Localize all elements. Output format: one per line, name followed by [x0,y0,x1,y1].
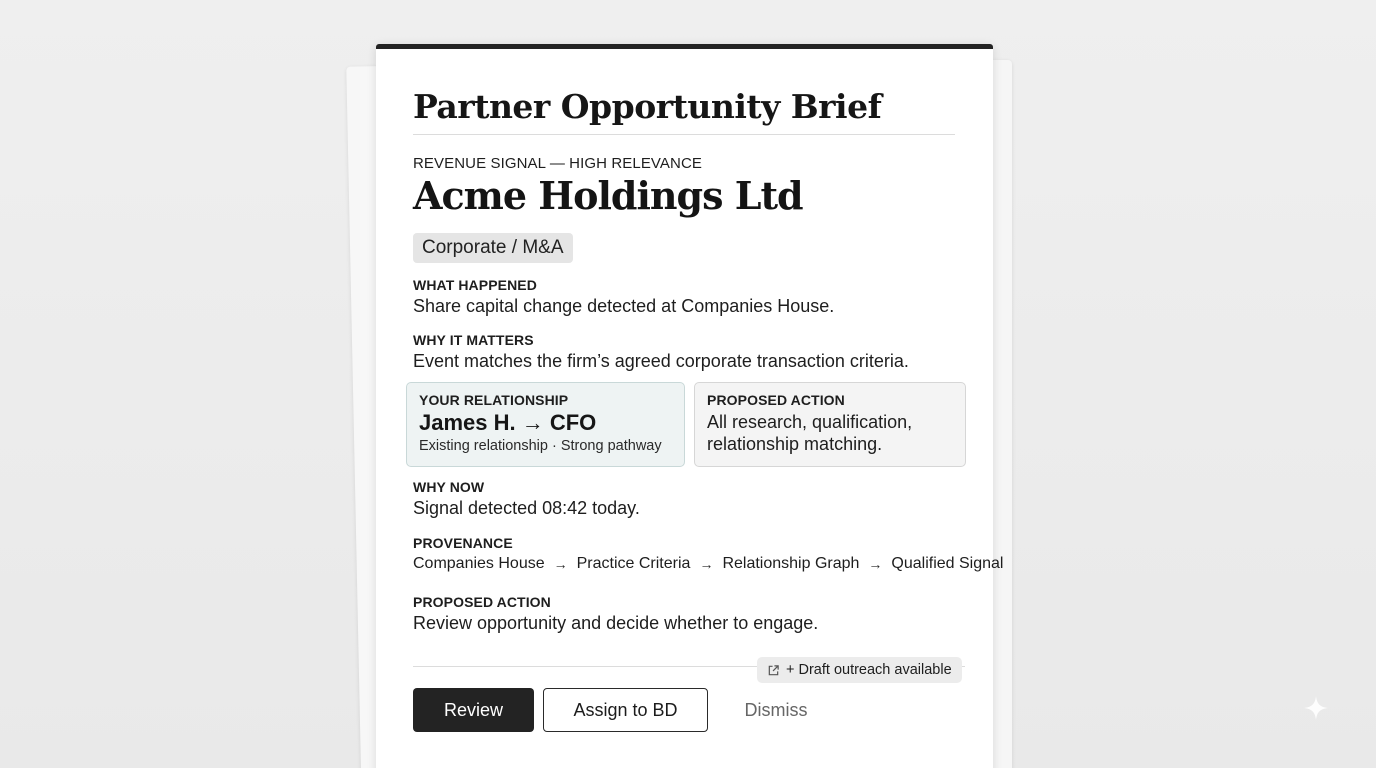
practice-tag: Corporate / M&A [413,233,573,263]
why-now-text: Signal detected 08:42 today. [413,498,640,518]
proposed-action-box [694,382,966,467]
arrow-right-icon: → [699,556,714,572]
sparkle-icon [1302,694,1330,722]
relationship-box [406,382,685,467]
signal-label: REVENUE SIGNAL — HIGH RELEVANCE [413,155,703,172]
arrow-right-icon: → [553,556,568,572]
why-it-matters-text: Event matches the firm’s agreed corporate transaction criteria. [413,351,909,371]
provenance-step: Relationship Graph [722,555,860,572]
relationship-note: Existing relationship · Strong pathway [419,438,662,454]
review-button[interactable]: Review [413,688,534,732]
external-link-icon [767,664,780,677]
provenance-step: Practice Criteria [576,555,691,572]
why-it-matters-label: WHY IT MATTERS [413,332,534,348]
why-now-label: WHY NOW [413,479,485,495]
relationship-name: James H. → CFO [419,410,597,435]
proposed-action-text: Review opportunity and decide whether to engage. [413,613,819,633]
brief-title: Partner Opportunity Brief [413,87,882,126]
arrow-right-icon: → [868,556,883,572]
provenance-step: Companies House [413,555,545,572]
assign-to-bd-button[interactable]: Assign to BD [543,688,708,732]
what-happened-text: Share capital change detected at Companies House. [413,296,835,316]
dismiss-button[interactable]: Dismiss [721,688,831,732]
provenance-label: PROVENANCE [413,535,513,551]
company-name: Acme Holdings Ltd [413,173,803,218]
opportunity-brief-card [376,44,1004,768]
relationship-label: YOUR RELATIONSHIP [419,392,569,408]
what-happened-label: WHAT HAPPENED [413,277,537,293]
provenance-chain [413,555,1003,573]
draft-outreach-badge[interactable] [757,657,962,683]
title-divider [413,134,955,135]
proposed-action-box-label: PROPOSED ACTION [707,392,845,408]
provenance-step: Qualified Signal [891,555,1004,572]
proposed-action-label: PROPOSED ACTION [413,594,551,610]
draft-outreach-text: + Draft outreach available [786,662,952,678]
proposed-action-box-text: All research, qualification, relationship matching. [707,412,913,454]
